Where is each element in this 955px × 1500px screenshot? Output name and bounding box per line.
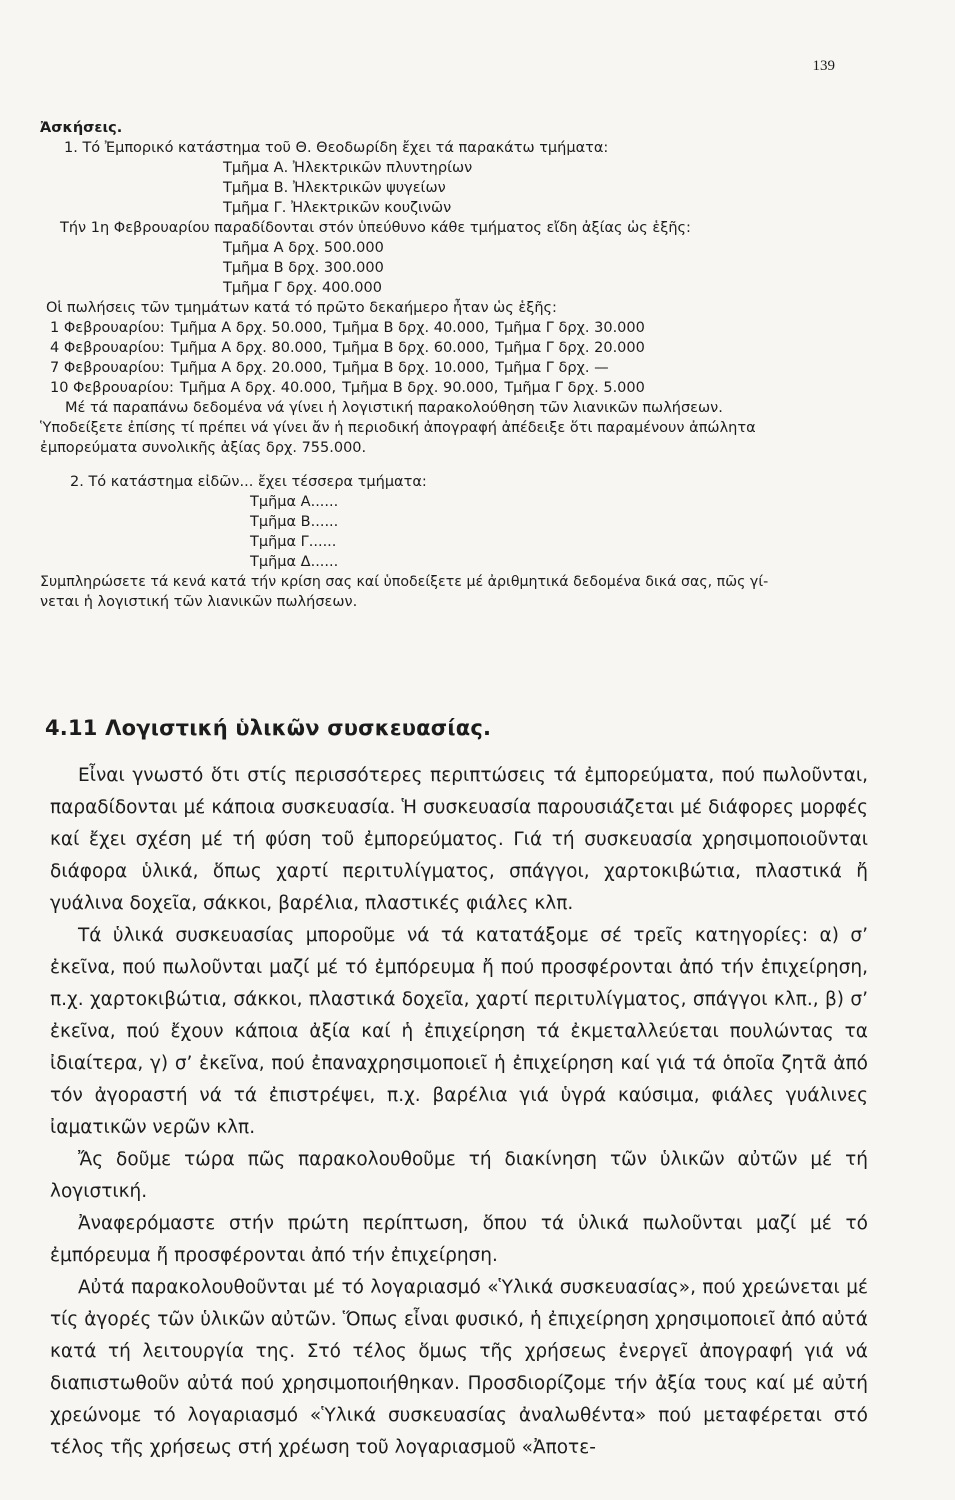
body-paragraph: Αὐτά παρακολουθοῦνται μέ τό λογαριασμό «Ὑλικά συσκευασίας», πού χρεώνεται μέ τίς ἀγορές τῶν ὑλικῶν αὐτῶν. Ὅπως εἶναι φυσικό, ἡ ἐπιχείρηση χρησιμοποιεῖ ἀπό αὐτά κατά τή λειτουργία της. Στό τέλος ὅμως τῆς χρήσεως ἐνεργεῖ ἀπογραφή γιά νά διαπιστωθοῦν αὐτά πού χρησιμοποιήθηκαν. Προσδιορίζομε τήν ἀξία τους καί μέ αὐτή χρεώνομε τό λογαριασμό «Ὑλικά συσκευασίας ἀναλωθέντα» πού μεταφέρεται στό τέλος τῆς χρήσεως στή χρέωση τοῦ λογαριασμοῦ «Ἀποτε-	[50, 1277, 868, 1458]
exercise-1-intro: 1. Τό Ἐμπορικό κατάστημα τοῦ Θ. Θεοδωρίδη ἔχει τά παρακάτω τμήματα:	[64, 140, 609, 156]
department-line: Τμῆμα Γ......	[250, 534, 337, 550]
exercises-heading: Ἀσκήσεις.	[40, 120, 123, 136]
delivery-line: Τμῆμα Β δρχ. 300.000	[223, 260, 384, 276]
exercises-block	[40, 118, 880, 612]
sales-date: 7 Φεβρουαρίου:	[50, 360, 165, 376]
sales-date: 10 Φεβρουαρίου:	[50, 380, 174, 396]
sales-dept-a: Τμῆμα Α δρχ. 20.000,	[170, 360, 327, 376]
page-number: 139	[812, 58, 835, 74]
exercise-2-task: Συμπληρώσετε τά κενά κατά τήν κρίση σας καί ὑποδείξετε μέ ἀριθμητικά δεδομένα δικά σας, πῶς γί-	[40, 574, 769, 590]
sales-dept-b: Τμῆμα Β δρχ. 90.000,	[342, 380, 499, 396]
sales-dept-b: Τμῆμα Β δρχ. 60.000,	[332, 340, 490, 356]
department-line: Τμῆμα Α......	[250, 494, 339, 510]
department-line: Τμῆμα Δ......	[250, 554, 339, 570]
sales-dept-b: Τμῆμα Β δρχ. 10.000,	[332, 360, 490, 376]
sales-dept-c: Τμῆμα Γ δρχ. —	[495, 360, 609, 376]
sales-row	[40, 358, 880, 378]
exercise-2-intro: 2. Τό κατάστημα εἰδῶν... ἔχει τέσσερα τμήματα:	[70, 474, 427, 490]
exercise-1-task: ἐμπορεύματα συνολικῆς ἀξίας δρχ. 755.000.	[40, 440, 367, 456]
sales-dept-a: Τμῆμα Α δρχ. 40.000,	[179, 380, 337, 396]
sales-dept-c: Τμῆμα Γ δρχ. 30.000	[495, 320, 645, 336]
sales-dept-c: Τμῆμα Γ δρχ. 20.000	[495, 340, 645, 356]
exercise-1-task: Ὑποδείξετε ἐπίσης τί πρέπει νά γίνει ἄν ἡ περιοδική ἀπογραφή ἀπέδειξε ὅτι παραμένουν ἀπώλητα	[40, 420, 756, 436]
sales-intro: Οἱ πωλήσεις τῶν τμημάτων κατά τό πρῶτο δεκαήμερο ἦταν ὡς ἑξῆς:	[46, 300, 557, 316]
body-paragraph: Ἀναφερόμαστε στήν πρώτη περίπτωση, ὅπου τά ὑλικά πωλοῦνται μαζί μέ τό ἐμπόρευμα ἤ προσφέρονται ἀπό τήν ἐπιχείρηση.	[50, 1213, 868, 1266]
sales-date: 4 Φεβρουαρίου:	[50, 340, 165, 356]
exercise-2-task: νεται ἡ λογιστική τῶν λιανικῶν πωλήσεων.	[40, 594, 358, 610]
department-line: Τμῆμα Β......	[250, 514, 339, 530]
sales-dept-a: Τμῆμα Α δρχ. 80.000,	[170, 340, 327, 356]
department-line: Τμῆμα Β. Ἠλεκτρικῶν ψυγείων	[223, 180, 446, 196]
delivery-line: Τμῆμα Γ δρχ. 400.000	[223, 280, 382, 296]
delivery-intro: Τήν 1η Φεβρουαρίου παραδίδονται στόν ὑπεύθυνο κάθε τμήματος εἴδη ἀξίας ὡς ἑξῆς:	[60, 220, 691, 236]
sales-dept-c: Τμῆμα Γ δρχ. 5.000	[504, 380, 645, 396]
department-line: Τμῆμα Γ. Ἠλεκτρικῶν κουζινῶν	[223, 200, 452, 216]
body-paragraph: Εἶναι γνωστό ὅτι στίς περισσότερες περιπτώσεις τά ἐμπορεύματα, πού πωλοῦνται, παραδίδονται μέ κάποια συσκευασία. Ἡ συσκευασία παρουσιάζεται μέ διάφορες μορφές καί ἔχει σχέση μέ τή φύση τοῦ ἐμπορεύματος. Γιά τή συσκευασία χρησιμοποιοῦνται διάφορα ὑλικά, ὅπως χαρτί περιτυλίγματος, σπάγγοι, χαρτοκιβώτια, πλαστικά ἤ γυάλινα δοχεῖα, σάκκοι, βαρέλια, πλαστικές φιάλες κλπ.	[50, 765, 868, 914]
sales-row	[40, 378, 880, 398]
sales-dept-a: Τμῆμα Α δρχ. 50.000,	[170, 320, 327, 336]
spacer	[40, 458, 880, 472]
exercise-1-task: Μέ τά παραπάνω δεδομένα νά γίνει ἡ λογιστική παρακολούθηση τῶν λιανικῶν πωλήσεων.	[65, 400, 723, 416]
department-line: Τμῆμα Α. Ἠλεκτρικῶν πλυντηρίων	[223, 160, 473, 176]
section-body	[50, 760, 868, 1464]
body-paragraph: Ἄς δοῦμε τώρα πῶς παρακολουθοῦμε τή διακίνηση τῶν ὑλικῶν αὐτῶν μέ τή λογιστική.	[50, 1149, 868, 1202]
sales-dept-b: Τμῆμα Β δρχ. 40.000,	[332, 320, 490, 336]
body-paragraph: Τά ὑλικά συσκευασίας μποροῦμε νά τά κατατάξομε σέ τρεῖς κατηγορίες: α) σ’ ἐκεῖνα, πού πωλοῦνται μαζί μέ τό ἐμπόρευμα ἤ πού προσφέρονται ἀπό τήν ἐπιχείρηση, π.χ. χαρτοκιβώτια, σάκκοι, πλαστικά δοχεῖα, χαρτί περιτυλίγματος, σπάγγοι κλπ., β) σ’ ἐκεῖνα, πού ἔχουν κάποια ἀξία καί ἡ ἐπιχείρηση τά ἐκμεταλλεύεται πουλώντας τα ἰδιαίτερα, γ) σ’ ἐκεῖνα, πού ἐπαναχρησιμοποιεῖ ἡ ἐπιχείρηση καί γιά τά ὁποῖα ζητᾶ ἀπό τόν ἀγοραστή νά τά ἐπιστρέψει, π.χ. βαρέλια γιά ὑγρά καύσιμα, φιάλες γυάλινες ἰαματικῶν νερῶν κλπ.	[50, 925, 868, 1138]
delivery-line: Τμῆμα Α δρχ. 500.000	[223, 240, 384, 256]
sales-row	[40, 338, 880, 358]
sales-date: 1 Φεβρουαρίου:	[50, 320, 165, 336]
section-title: 4.11 Λογιστική ὑλικῶν συσκευασίας.	[45, 716, 492, 740]
sales-row	[40, 318, 880, 338]
